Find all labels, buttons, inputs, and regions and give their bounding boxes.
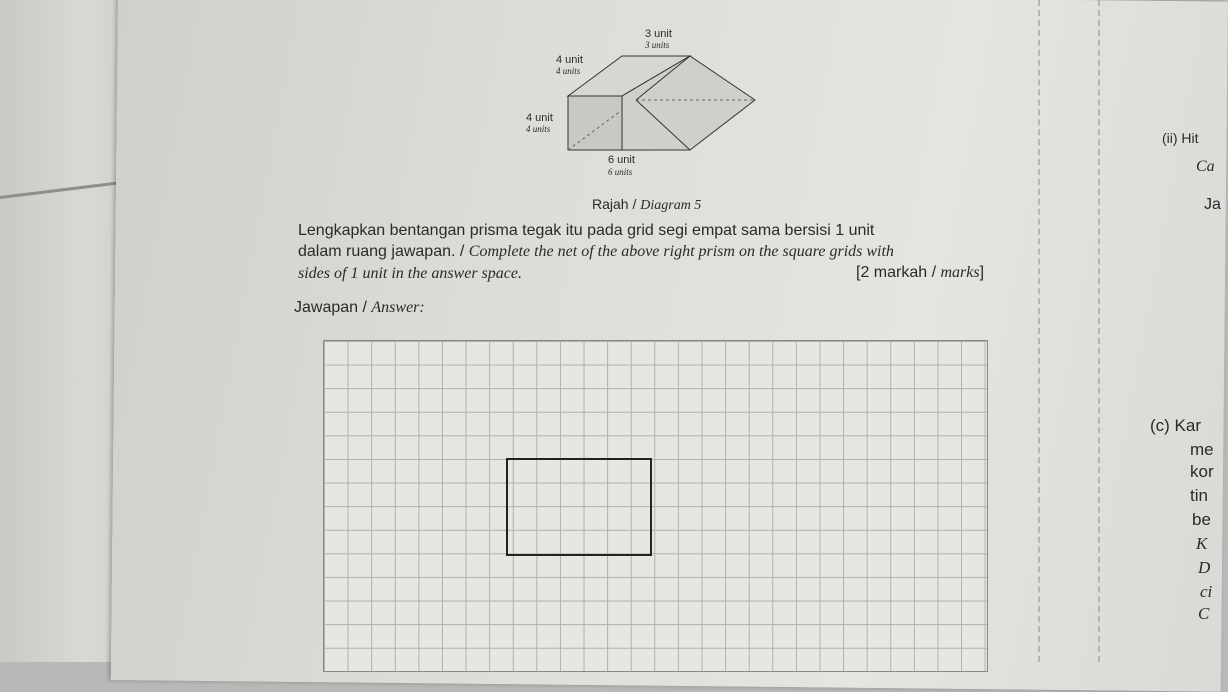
right-d: D	[1198, 558, 1211, 577]
answer-grid[interactable]	[323, 340, 988, 672]
right-c: (c) Kar	[1150, 416, 1201, 435]
caption-ms: Rajah /	[592, 196, 637, 212]
answer-label-ms: Jawapan /	[294, 299, 367, 316]
label-6-units: 6 units	[608, 167, 633, 177]
right-ca: Ca	[1196, 158, 1215, 175]
label-3-unit: 3 unit	[645, 28, 672, 40]
marks-ms: [2 markah /	[856, 264, 937, 281]
question-line-2-ms: dalam ruang jawapan. /	[298, 243, 465, 260]
question-line-1: Lengkapkan bentangan prisma tegak itu pada grid segi empat sama bersisi 1 unit	[298, 222, 875, 239]
right-k: K	[1196, 534, 1208, 553]
right-kor: kor	[1190, 462, 1214, 481]
answer-label-en: Answer:	[371, 299, 425, 316]
answer-label	[294, 299, 425, 317]
right-ja: Ja	[1204, 196, 1221, 213]
prism-front-face	[568, 96, 622, 150]
question-line-2-en: Complete the net of the above right prism on the square grids with	[468, 243, 894, 260]
label-4-unit-left: 4 unit	[526, 112, 553, 124]
question-line-2	[298, 243, 894, 261]
label-6-unit: 6 unit	[608, 154, 635, 166]
page-fold-line	[1038, 0, 1042, 662]
marks-en: marks	[940, 264, 980, 281]
marks-label	[856, 264, 984, 282]
right-be: be	[1192, 510, 1211, 529]
right-ci: ci	[1200, 582, 1213, 601]
right-tin: tin	[1190, 486, 1208, 505]
label-3-units: 3 units	[645, 40, 670, 50]
net-base-rectangle	[506, 458, 652, 556]
prism-diagram	[560, 50, 760, 160]
caption-en: Diagram 5	[640, 198, 702, 213]
label-4-units-top: 4 units	[556, 66, 581, 76]
label-4-unit-top: 4 unit	[556, 54, 583, 66]
right-cc: C	[1198, 604, 1210, 623]
label-4-units-left: 4 units	[526, 124, 551, 134]
right-ii: (ii) Hit	[1162, 130, 1199, 146]
right-me: me	[1190, 440, 1214, 459]
question-line-3: sides of 1 unit in the answer space.	[298, 265, 522, 282]
marks-end: ]	[979, 264, 985, 281]
diagram-caption	[592, 196, 701, 214]
page-fold-line-2	[1098, 0, 1102, 662]
